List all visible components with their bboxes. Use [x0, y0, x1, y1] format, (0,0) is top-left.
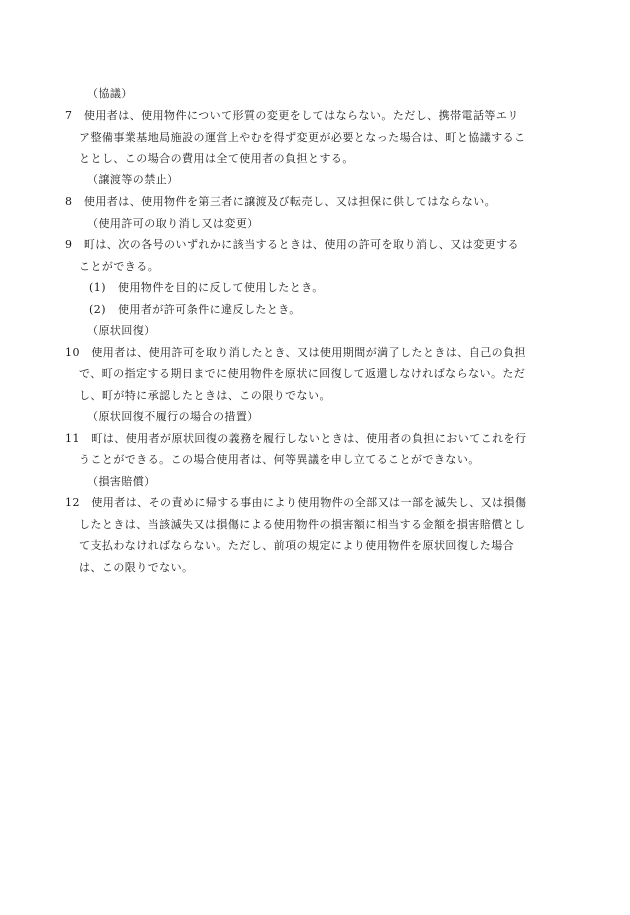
item-1-text: 使用物件を目的に反して使用したとき。	[118, 281, 324, 294]
heading-kyogi: （協議）	[87, 87, 133, 100]
heading-joto: （譲渡等の禁止）	[87, 173, 179, 186]
item-1-number: (1)	[89, 281, 106, 294]
article-12-line-4: は、この限りでない。	[79, 561, 194, 574]
article-9-line-2: ことができる。	[79, 260, 160, 273]
heading-songai: （損害賠償）	[87, 475, 156, 488]
article-12-line-1: 12 使用者は、その責めに帰する事由により使用物件の全部又は一部を滅失し、又は損傷	[65, 496, 527, 509]
article-10-line-3: し、町が特に承認したときは、この限りでない。	[79, 389, 331, 402]
article-8-line-1: 8 使用者は、使用物件を第三者に譲渡及び転売し、又は担保に供してはならない。	[65, 195, 497, 208]
item-2-number: (2)	[89, 303, 106, 316]
heading-torikeshi: （使用許可の取り消し又は変更）	[87, 217, 259, 230]
article-7-line-3: ととし、この場合の費用は全て使用者の負担とする。	[79, 152, 354, 165]
heading-sochi: （原状回復不履行の場合の措置）	[87, 410, 259, 423]
article-11-line-2: うことができる。この場合使用者は、何等異議を申し立てることができない。	[79, 453, 480, 466]
article-10-line-2: で、町の指定する期日までに使用物件を原状に回復して返還しなければならない。ただ	[79, 367, 526, 380]
article-9-item-2	[89, 302, 301, 318]
article-12-line-2: したときは、当該滅失又は損傷による使用物件の損害額に相当する金額を損害賠償とし	[79, 518, 526, 531]
article-7-line-1: 7 使用者は、使用物件について形質の変更をしてはならない。ただし、携帯電話等エリ	[65, 109, 519, 122]
article-9-line-1: 9 町は、次の各号のいずれかに該当するときは、使用の許可を取り消し、又は変更する	[65, 238, 519, 251]
article-10-line-1: 10 使用者は、使用許可を取り消したとき、又は使用期間が満了したときは、自己の負担	[65, 346, 527, 359]
article-9-item-1	[89, 280, 324, 296]
article-12-line-3: て支払わなければならない。ただし、前項の規定により使用物件を原状回復した場合	[79, 539, 515, 552]
article-7-line-2: ア整備事業基地局施設の運営上やむを得ず変更が必要となった場合は、町と協議するこ	[79, 131, 526, 144]
item-2-text: 使用者が許可条件に違反したとき。	[118, 303, 301, 316]
heading-genjo: （原状回復）	[87, 324, 156, 337]
article-11-line-1: 11 町は、使用者が原状回復の義務を履行しないときは、使用者の負担においてこれを行	[65, 432, 527, 445]
